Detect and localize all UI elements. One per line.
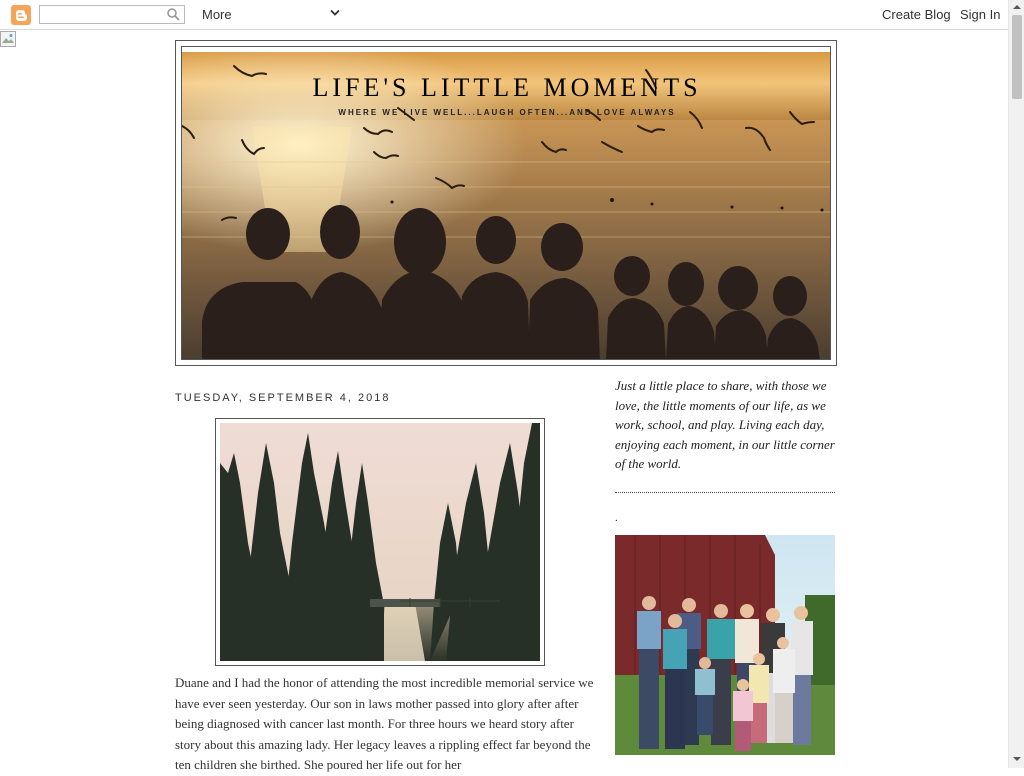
post-image-frame[interactable] — [215, 418, 545, 666]
broken-image-icon — [0, 31, 16, 47]
post-date-header: TUESDAY, SEPTEMBER 4, 2018 — [175, 392, 391, 404]
blogger-logo-icon[interactable] — [11, 5, 31, 25]
blog-title[interactable]: LIFE'S LITTLE MOMENTS — [312, 73, 702, 102]
sidebar-widget-title: . — [615, 512, 618, 524]
chevron-down-icon[interactable] — [330, 9, 340, 17]
scrollbar-thumb[interactable] — [1012, 15, 1022, 99]
search-input[interactable] — [42, 7, 160, 22]
blog-description: WHERE WE LIVE WELL...LAUGH OFTEN...AND LOVE ALWAYS — [338, 108, 676, 117]
post-forest-lake-image[interactable] — [220, 423, 540, 661]
sign-in-link[interactable]: Sign In — [960, 7, 1001, 22]
scroll-down-arrow-icon[interactable] — [1013, 756, 1021, 762]
search-box[interactable] — [39, 5, 185, 24]
page-scrollbar[interactable] — [1008, 0, 1024, 768]
scroll-up-arrow-icon[interactable] — [1013, 4, 1021, 10]
post-body-text: Duane and I had the honor of attending the most incredible memorial service we have ever seen yesterday. Our son in laws mother passed into glory after after being diagnosed with cancer last month. For three hours we heard story after story about this amazing lady. Her legacy leaves a rippling effect far beyond the ten children she birthed. She poured her life out for her — [175, 675, 594, 773]
search-icon[interactable] — [167, 8, 180, 21]
sidebar-intro-text: Just a little place to share, with those we love, the little moments of our life, as we work, school, and play. Living each day, enjoying each moment, in our little corner of the world. — [615, 378, 835, 472]
more-dropdown[interactable]: More — [202, 7, 232, 22]
sidebar-divider — [615, 492, 835, 493]
blogger-navbar — [0, 0, 1024, 30]
header-image-frame — [181, 46, 831, 360]
create-blog-link[interactable]: Create Blog — [882, 7, 951, 22]
blog-header — [175, 40, 837, 366]
sidebar-family-photo[interactable] — [615, 535, 835, 755]
